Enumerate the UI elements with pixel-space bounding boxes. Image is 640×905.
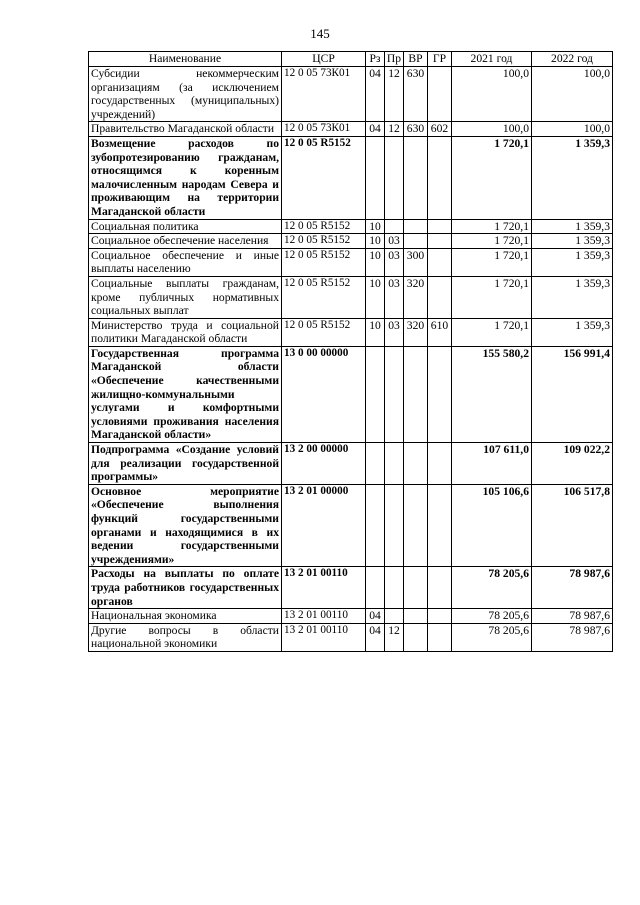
row-vr: [404, 623, 428, 651]
row-csr: 12 0 05 R5152: [282, 136, 366, 219]
row-vr: [404, 219, 428, 234]
row-pr: [385, 567, 404, 609]
row-vr: [404, 484, 428, 567]
table-row: [89, 567, 613, 609]
row-pr: 12: [385, 623, 404, 651]
row-value-2022: 100,0: [532, 67, 613, 122]
row-name: Национальная экономика: [89, 609, 282, 624]
header-gr: ГР: [428, 52, 452, 67]
row-vr: [404, 567, 428, 609]
header-pr: Пр: [385, 52, 404, 67]
table-row: [89, 443, 613, 485]
row-value-2022: 109 022,2: [532, 443, 613, 485]
row-vr: 320: [404, 318, 428, 346]
row-value-2022: 156 991,4: [532, 346, 613, 442]
row-name: Подпрограмма «Создание условий для реализации государственной программы»: [89, 443, 282, 485]
row-csr: 13 2 01 00110: [282, 623, 366, 651]
row-value-2021: 107 611,0: [452, 443, 532, 485]
row-csr: 13 0 00 00000: [282, 346, 366, 442]
row-rz: 04: [366, 609, 385, 624]
row-rz: 10: [366, 276, 385, 318]
row-value-2022: 106 517,8: [532, 484, 613, 567]
row-value-2021: 78 205,6: [452, 567, 532, 609]
budget-table: [88, 51, 613, 652]
row-csr: 13 2 01 00000: [282, 484, 366, 567]
row-rz: 10: [366, 318, 385, 346]
table-row: [89, 67, 613, 122]
header-rz: Рз: [366, 52, 385, 67]
table-row: [89, 122, 613, 137]
row-name: Расходы на выплаты по оплате труда работников государственных органов: [89, 567, 282, 609]
row-value-2021: 78 205,6: [452, 609, 532, 624]
row-rz: [366, 443, 385, 485]
table-row: [89, 346, 613, 442]
row-rz: [366, 346, 385, 442]
row-gr: [428, 276, 452, 318]
row-rz: [366, 136, 385, 219]
table-row: [89, 484, 613, 567]
row-rz: 04: [366, 67, 385, 122]
row-pr: 12: [385, 67, 404, 122]
header-2022: 2022 год: [532, 52, 613, 67]
table-row: [89, 276, 613, 318]
row-pr: 03: [385, 248, 404, 276]
row-pr: [385, 609, 404, 624]
row-name: Социальное обеспечение и иные выплаты населению: [89, 248, 282, 276]
row-value-2021: 1 720,1: [452, 276, 532, 318]
row-vr: 320: [404, 276, 428, 318]
row-value-2021: 1 720,1: [452, 234, 532, 249]
row-pr: 12: [385, 122, 404, 137]
row-value-2021: 100,0: [452, 122, 532, 137]
row-pr: [385, 136, 404, 219]
row-csr: 12 0 05 73К01: [282, 122, 366, 137]
row-csr: 12 0 05 R5152: [282, 234, 366, 249]
row-name: Социальная политика: [89, 219, 282, 234]
row-name: Государственная программа Магаданской области «Обеспечение качественными жилищно-коммунальными услугами и комфортными условиями проживания населения Магаданской области»: [89, 346, 282, 442]
row-name: Субсидии некоммерческим организациям (за исключением государственных (муниципальных) учреждений): [89, 67, 282, 122]
row-rz: 10: [366, 248, 385, 276]
row-gr: [428, 234, 452, 249]
page-number: 145: [310, 26, 330, 41]
row-vr: [404, 136, 428, 219]
table-row: [89, 234, 613, 249]
row-value-2021: 105 106,6: [452, 484, 532, 567]
row-value-2021: 1 720,1: [452, 136, 532, 219]
row-gr: 610: [428, 318, 452, 346]
table-row: [89, 609, 613, 624]
row-value-2022: 100,0: [532, 122, 613, 137]
row-value-2022: 78 987,6: [532, 567, 613, 609]
row-rz: 04: [366, 623, 385, 651]
row-vr: 630: [404, 67, 428, 122]
row-rz: 10: [366, 219, 385, 234]
row-value-2021: 78 205,6: [452, 623, 532, 651]
row-value-2022: 78 987,6: [532, 623, 613, 651]
row-name: Основное мероприятие «Обеспечение выполнения функций государственными органами и находящимися в их ведении государственными учреждениями»: [89, 484, 282, 567]
row-vr: [404, 443, 428, 485]
row-pr: [385, 346, 404, 442]
table-row: [89, 248, 613, 276]
row-value-2022: 1 359,3: [532, 318, 613, 346]
row-gr: [428, 623, 452, 651]
row-vr: 630: [404, 122, 428, 137]
row-gr: [428, 443, 452, 485]
row-name: Другие вопросы в области национальной экономики: [89, 623, 282, 651]
row-gr: [428, 609, 452, 624]
row-csr: 12 0 05 R5152: [282, 318, 366, 346]
row-pr: 03: [385, 234, 404, 249]
row-csr: 13 2 00 00000: [282, 443, 366, 485]
row-gr: [428, 136, 452, 219]
header-vr: ВР: [404, 52, 428, 67]
header-csr: ЦСР: [282, 52, 366, 67]
row-name: Правительство Магаданской области: [89, 122, 282, 137]
table-row: [89, 318, 613, 346]
row-csr: 13 2 01 00110: [282, 609, 366, 624]
row-pr: [385, 443, 404, 485]
row-pr: 03: [385, 318, 404, 346]
header-name: Наименование: [89, 52, 282, 67]
row-value-2021: 1 720,1: [452, 248, 532, 276]
row-pr: [385, 484, 404, 567]
row-csr: 12 0 05 R5152: [282, 276, 366, 318]
row-value-2022: 1 359,3: [532, 219, 613, 234]
row-vr: 300: [404, 248, 428, 276]
row-pr: [385, 219, 404, 234]
row-name: Возмещение расходов по зубопротезированию гражданам, относящимся к коренным малочисленным народам Севера и проживающим на территории Магаданской области: [89, 136, 282, 219]
row-rz: 04: [366, 122, 385, 137]
table-row: [89, 219, 613, 234]
row-value-2022: 1 359,3: [532, 234, 613, 249]
row-csr: 12 0 05 R5152: [282, 248, 366, 276]
row-pr: 03: [385, 276, 404, 318]
row-gr: [428, 484, 452, 567]
row-rz: [366, 567, 385, 609]
row-rz: [366, 484, 385, 567]
row-value-2021: 100,0: [452, 67, 532, 122]
row-gr: [428, 219, 452, 234]
row-vr: [404, 346, 428, 442]
row-csr: 12 0 05 R5152: [282, 219, 366, 234]
row-vr: [404, 609, 428, 624]
row-vr: [404, 234, 428, 249]
row-gr: [428, 67, 452, 122]
row-value-2022: 1 359,3: [532, 136, 613, 219]
header-2021: 2021 год: [452, 52, 532, 67]
row-gr: 602: [428, 122, 452, 137]
row-csr: 13 2 01 00110: [282, 567, 366, 609]
row-value-2022: 1 359,3: [532, 276, 613, 318]
table-row: [89, 136, 613, 219]
row-value-2022: 1 359,3: [532, 248, 613, 276]
row-value-2021: 1 720,1: [452, 219, 532, 234]
row-name: Социальное обеспечение населения: [89, 234, 282, 249]
row-gr: [428, 248, 452, 276]
row-gr: [428, 567, 452, 609]
row-csr: 12 0 05 73К01: [282, 67, 366, 122]
row-value-2021: 1 720,1: [452, 318, 532, 346]
row-value-2021: 155 580,2: [452, 346, 532, 442]
row-rz: 10: [366, 234, 385, 249]
row-name: Социальные выплаты гражданам, кроме публичных нормативных социальных выплат: [89, 276, 282, 318]
row-value-2022: 78 987,6: [532, 609, 613, 624]
row-gr: [428, 346, 452, 442]
table-row: [89, 623, 613, 651]
row-name: Министерство труда и социальной политики Магаданской области: [89, 318, 282, 346]
table-header-row: [89, 52, 613, 67]
